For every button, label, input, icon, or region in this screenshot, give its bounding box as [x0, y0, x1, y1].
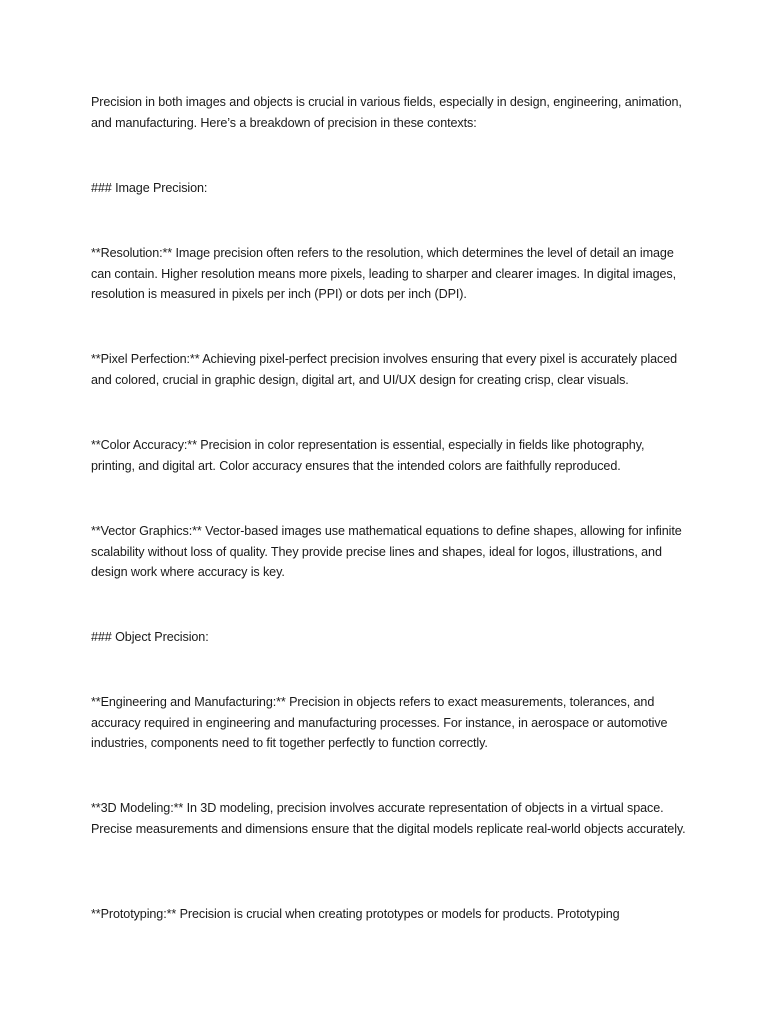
prototyping-paragraph: **Prototyping:** Precision is crucial when creating prototypes or models for products. Prototyping — [91, 907, 620, 921]
vector-graphics-paragraph: **Vector Graphics:** Vector-based images use mathematical equations to define shapes, allowing for infinite scalability without loss of quality. They provide precise lines and shapes, ideal for logos, illustrations, and design work where accuracy is key. — [91, 524, 682, 579]
modeling-paragraph: **3D Modeling:** In 3D modeling, precision involves accurate representation of objects in a virtual space. Precise measurements and dimensions ensure that the digital models replicate real-world objects accurately. — [91, 801, 686, 836]
object-precision-heading: ### Object Precision: — [91, 630, 209, 644]
color-accuracy-paragraph: **Color Accuracy:** Precision in color representation is essential, especially in fields like photography, printing, and digital art. Color accuracy ensures that the intended colors are faithfully reproduced. — [91, 438, 645, 473]
image-precision-heading: ### Image Precision: — [91, 181, 208, 195]
intro-paragraph: Precision in both images and objects is crucial in various fields, especially in design, engineering, animation, and manufacturing. Here’s a breakdown of precision in these contexts: — [91, 95, 682, 130]
engineering-paragraph: **Engineering and Manufacturing:** Precision in objects refers to exact measurements, tolerances, and accuracy required in engineering and manufacturing processes. For instance, in aerospace or automotive industries, components need to fit together perfectly to function correctly. — [91, 695, 668, 750]
pixel-perfection-paragraph: **Pixel Perfection:** Achieving pixel-perfect precision involves ensuring that every pixel is accurately placed and colored, crucial in graphic design, digital art, and UI/UX design for creating crisp, clear visuals. — [91, 352, 678, 387]
resolution-paragraph: **Resolution:** Image precision often refers to the resolution, which determines the level of detail an image can contain. Higher resolution means more pixels, leading to sharper and clearer images. In digital images, resolution is measured in pixels per inch (PPI) or dots per inch (DPI). — [91, 246, 677, 301]
